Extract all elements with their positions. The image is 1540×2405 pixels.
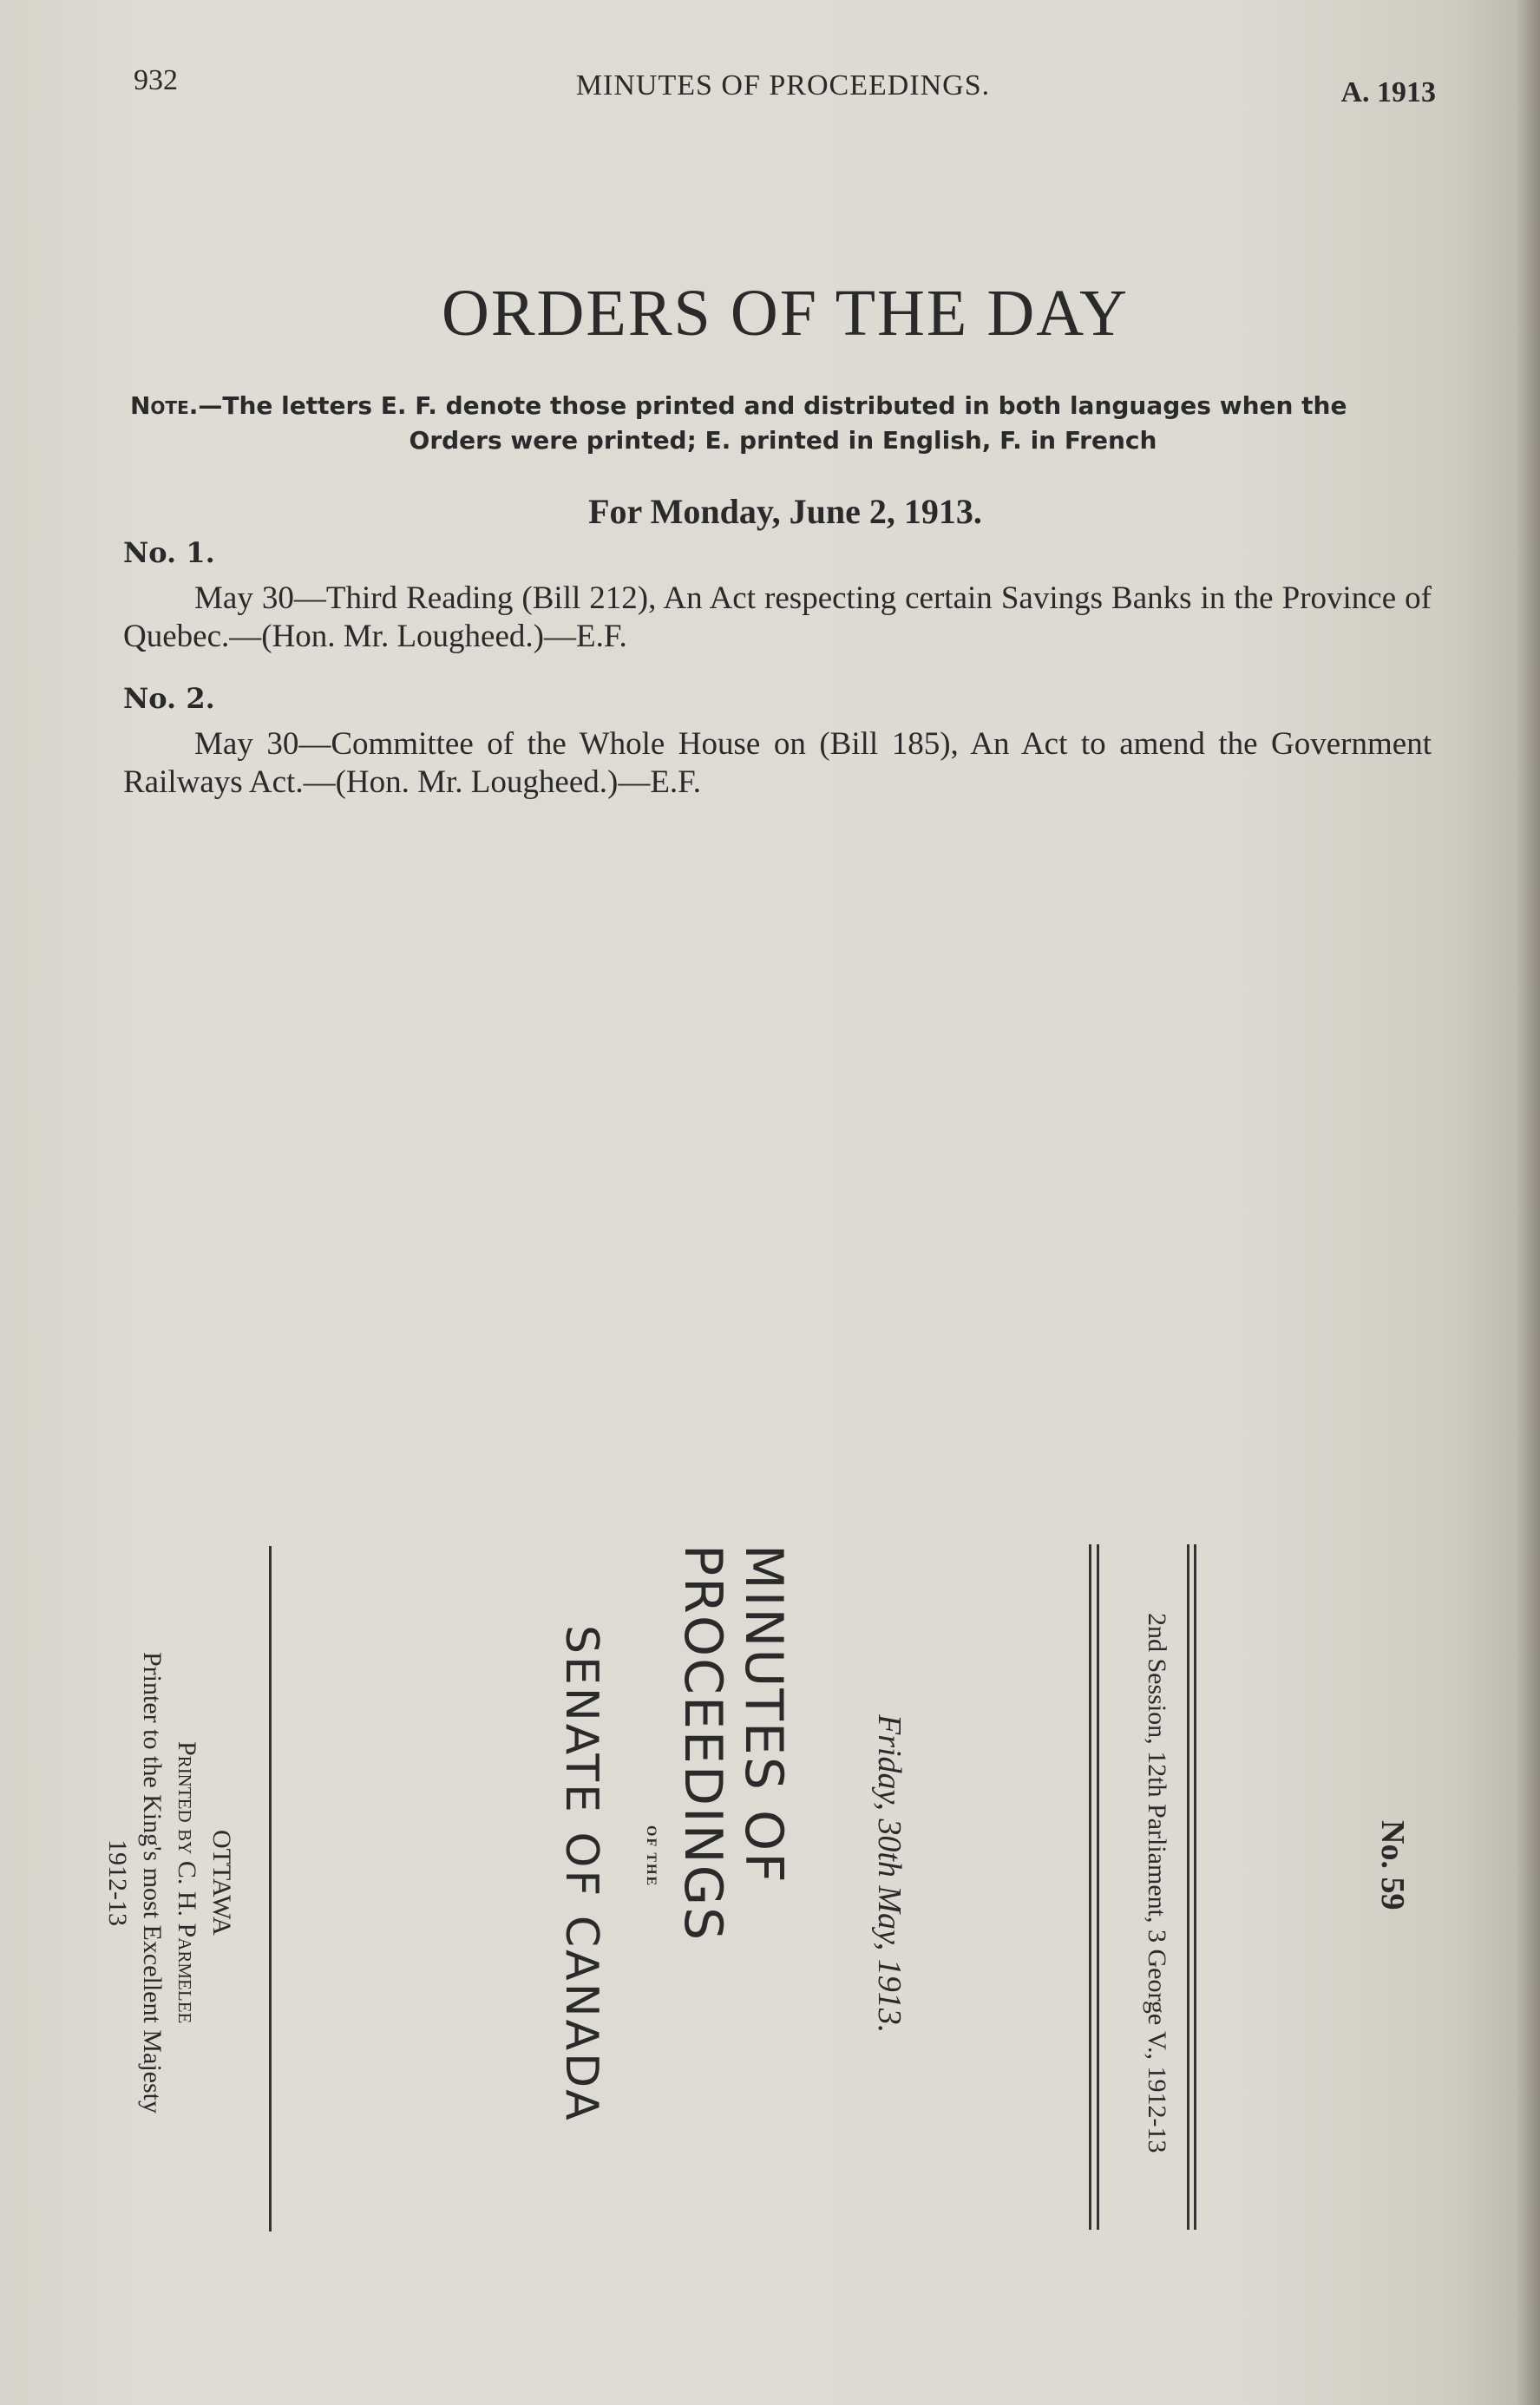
order-number-2: No. 2. (123, 682, 215, 715)
cover-date: Friday, 30th May, 1913. (871, 1714, 908, 2034)
page-title: ORDERS OF THE DAY (441, 277, 1130, 350)
order-text-1: May 30—Third Reading (Bill 212), An Act respecting certain Savings Banks in the Province of Quebec.—(Hon. Mr. Lougheed.)—E.F. (123, 580, 1432, 654)
cover-rule-1 (1089, 1544, 1091, 2230)
cover-block (87, 1527, 1440, 2238)
cover-session: 2nd Session, 12th Parliament, 3 George V., 1912-13 (1143, 1612, 1171, 2153)
cover-rule-4 (1194, 1544, 1196, 2230)
imprint-printer-to: Printer to the King's most Excellent Majesty (138, 1652, 167, 2113)
imprint-printed-by: Printed by C. H. Parmelee (173, 1741, 201, 2024)
cover-rule-3 (1187, 1544, 1189, 2230)
cover-issue-number: No. 59 (1374, 1820, 1411, 1910)
running-head: MINUTES OF PROCEEDINGS. (575, 69, 991, 102)
imprint-city: OTTAWA (207, 1830, 236, 1936)
imprint-years: 1912-13 (103, 1839, 132, 1926)
orders-date-heading: For Monday, June 2, 1913. (588, 492, 982, 531)
cover-left-rule (269, 1546, 272, 2231)
cover-of-the: OF THE (644, 1825, 659, 1888)
page-header (130, 61, 1436, 113)
cover-rule-2 (1097, 1544, 1099, 2230)
note-paragraph (130, 389, 1436, 458)
page-number: 932 (134, 64, 178, 96)
printer-imprint (104, 1562, 234, 2204)
page-edge-shadow (1516, 0, 1540, 2405)
cover-minutes-title: MINUTES OF PROCEEDINGS (672, 1544, 794, 1943)
note-label: Note. (130, 391, 199, 420)
cover-senate-title: SENATE OF CANADA (555, 1625, 607, 2123)
year-mark: A. 1913 (1340, 76, 1436, 108)
note-line-1: —The letters E. F. denote those printed and distributed in both languages when the (198, 391, 1347, 420)
order-number-1: No. 1. (123, 536, 215, 569)
order-text-2: May 30—Committee of the Whole House on (Bill 185), An Act to amend the Government Railways Act.—(Hon. Mr. Lougheed.)—E.F. (123, 726, 1432, 800)
note-line-2: Orders were printed; E. printed in English, F. in French (409, 426, 1157, 455)
